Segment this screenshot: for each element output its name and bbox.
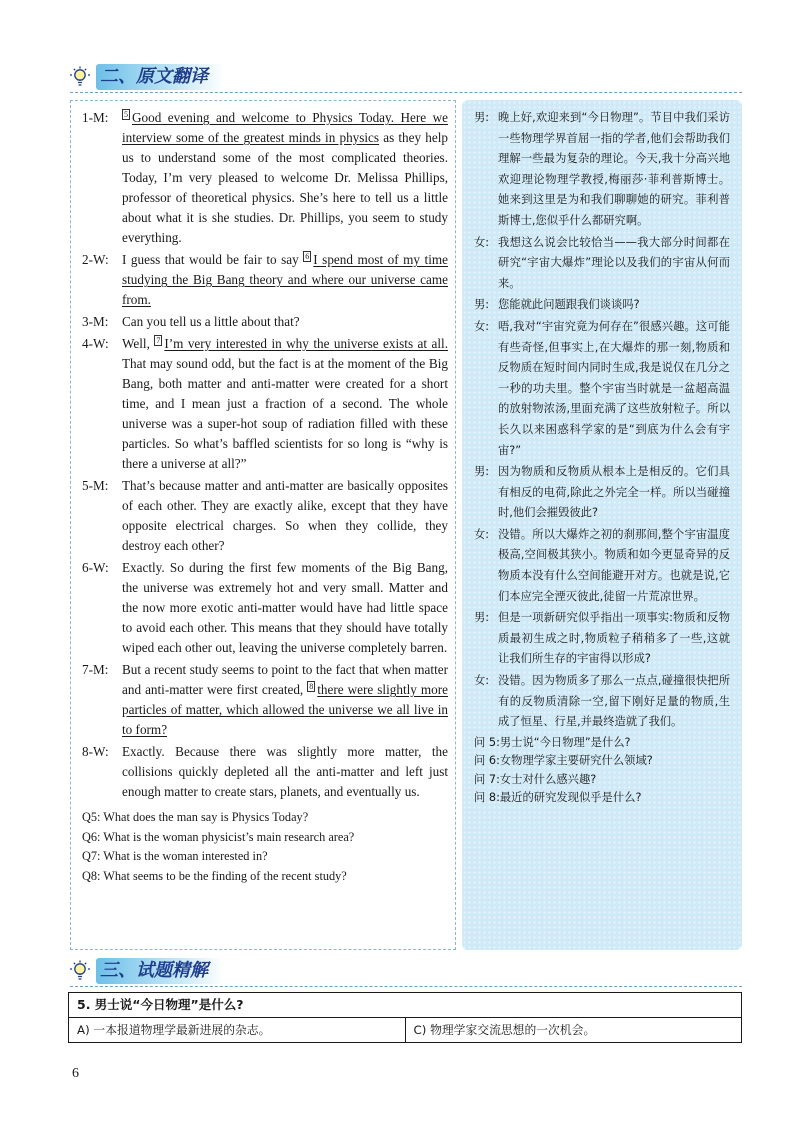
- utterance-text: Can you tell us a little about that?: [122, 314, 300, 329]
- utterance-text: I guess that would be fair to say: [122, 252, 304, 267]
- utterance-text: 因为物质和反物质从根本上是相反的。它们具有相反的电荷,除此之外完全一样。所以当碰撞时,他们会摧毁彼此?: [498, 465, 730, 520]
- chinese-translation: [474, 108, 730, 808]
- dialogue-line: [474, 317, 730, 461]
- dialogue-line: [82, 476, 448, 556]
- utterance: [122, 558, 448, 658]
- key-sentence: I spend most of my time studying the Big Bang theory and where our universe came from.: [122, 252, 448, 307]
- section-title: 三、试题精解: [96, 958, 224, 984]
- utterance-text: That may sound odd, but the fact is at the moment of the Big Bang, both matter and anti-matter were created for a short time, and I mean just a fraction of a second. The whole universe was a super-hot soup of radiation filled with these particles. So what’s baffled scientists for so long is “why is there a universe at all?”: [122, 356, 448, 471]
- question-marker: 8: [309, 682, 314, 691]
- utterance: [122, 334, 448, 474]
- utterance-text: 没错。所以大爆炸之初的刹那间,整个宇宙温度极高,空间极其狭小。物质和如今更显奇异的反物质本没有什么空间能避开对方。也就是说,它们本应完全湮灭彼此,徒留一片荒凉世界。: [498, 527, 730, 603]
- dialogue-line: [82, 108, 448, 248]
- utterance: [122, 742, 448, 802]
- question-item: Q5: What does the man say is Physics Today?: [82, 810, 309, 824]
- utterance: [122, 660, 448, 740]
- dialogue-line: [82, 250, 448, 310]
- utterance-text: as they help us to understand some of the most complicated theories. Today, I’m very pleased to welcome Dr. Melissa Phillips, professor of theoretical physics. She’s here to tell us a little about what it is she studies. Dr. Phillips, you seem to study everything.: [122, 130, 448, 245]
- question-item: Q8: What seems to be the finding of the recent study?: [82, 868, 347, 883]
- utterance-text: 但是一项新研究似乎指出一项事实:物质和反物质最初生成之时,物质粒子稍稍多了一些,这就让我们所生存的宇宙得以形成?: [498, 611, 730, 666]
- utterance-text: Exactly. So during the first few moments of the Big Bang, the universe was extremely hot and very small. Matter and the now more exotic anti-matter would have had little space to avoid each other. This means that they should have totally wiped each other out, leaving the universe completely barren.: [122, 560, 448, 655]
- speaker-label: 男:: [474, 298, 490, 312]
- dialogue-line: [82, 660, 448, 740]
- utterance-text: 晚上好,欢迎来到“今日物理”。节目中我们采访一些物理学界首屈一指的学者,他们会帮助我们理解一些最为复杂的理论。今天,我十分高兴地欢迎理论物理学教授,梅丽莎·菲利普斯博士。她来到这里是为和我们聊聊她的研究。菲利普斯博士,您似乎什么都研究啊。: [498, 111, 730, 227]
- key-sentence: Good evening and welcome to Physics Today. Here we interview some of the greatest minds in physics: [122, 110, 448, 145]
- page-number: 6: [72, 1066, 79, 1081]
- dialogue-line: [82, 312, 448, 332]
- utterance-text: 唔,我对“宇宙究竟为何存在”很感兴趣。这可能有些奇怪,但事实上,在大爆炸的那一刻,物质和反物质在短时间内同时生成,我是说仅在几分之一秒的功夫里。整个宇宙当时就是一盆超高温的放射物浓汤,里面充满了这些放射粒子。所以长久以来困惑科学家的是“到底为什么会有宇宙?”: [498, 319, 730, 457]
- question-marker: 5: [124, 110, 128, 119]
- section-header-analysis: [68, 956, 224, 986]
- utterance: [122, 312, 448, 332]
- utterance-text: That’s because matter and anti-matter are basically opposites of each other. They are exactly alike, except that they have opposite electrical charges. So when they collide, they destroy each other?: [122, 478, 448, 553]
- question-item: 问 5:男士说“今日物理”是什么?: [474, 735, 631, 749]
- dialogue-line: [474, 108, 730, 232]
- dialogue-line: [82, 558, 448, 658]
- speaker-label: 2-W:: [82, 252, 109, 267]
- question-list-en: [82, 808, 448, 886]
- utterance-text: 您能就此问题跟我们谈谈吗?: [498, 298, 640, 312]
- utterance-text: But a recent study seems to point to the fact that when matter and anti-matter were first created,: [122, 662, 448, 697]
- question-item: Q6: What is the woman physicist’s main research area?: [82, 829, 355, 844]
- section-title: 二、原文翻译: [96, 64, 224, 90]
- utterance: [122, 476, 448, 556]
- utterance-text: 没错。因为物质多了那么一点点,碰撞很快把所有的反物质清除一空,留下刚好足量的物质,生成了恒星、行星,并最终造就了我们。: [498, 674, 730, 729]
- question-item: 问 8:最近的研究发现似乎是什么?: [474, 791, 642, 805]
- key-sentence: there were slightly more particles of matter, which allowed the universe we all live in to form?: [122, 682, 448, 737]
- question-5-title: 5. 男士说“今日物理”是什么?: [69, 993, 741, 1018]
- question-item: Q7: What is the woman interested in?: [82, 849, 268, 863]
- question-marker: 7: [156, 336, 161, 345]
- speaker-label: 男:: [474, 465, 490, 479]
- option-c[interactable]: C) 物理学家交流思想的一次机会。: [405, 1018, 742, 1042]
- key-sentence: I’m very interested in why the universe exists at all.: [164, 336, 448, 351]
- utterance: [122, 108, 448, 248]
- speaker-label: 女:: [474, 527, 490, 541]
- lightbulb-icon: [68, 65, 92, 89]
- dialogue-line: [82, 334, 448, 474]
- divider: [70, 986, 742, 987]
- speaker-label: 女:: [474, 319, 490, 333]
- speaker-label: 5-M:: [82, 478, 109, 493]
- speaker-label: 男:: [474, 111, 490, 124]
- utterance: [122, 250, 448, 310]
- utterance-text: Well,: [122, 336, 155, 351]
- question-marker: 6: [305, 252, 310, 261]
- english-transcript: [82, 108, 448, 886]
- speaker-label: 女:: [474, 235, 490, 249]
- dialogue-line: [82, 742, 448, 802]
- utterance-text: 我想这么说会比较恰当——我大部分时间都在研究“宇宙大爆炸”理论以及我们的宇宙从何而来。: [498, 235, 730, 290]
- lightbulb-icon: [68, 959, 92, 983]
- dialogue-line: [474, 671, 730, 733]
- question-list-zh: [474, 734, 730, 808]
- speaker-label: 3-M:: [82, 314, 109, 329]
- dialogue-line: [474, 462, 730, 524]
- utterance-text: Exactly. Because there was slightly more matter, the collisions quickly depleted all the anti-matter and left just enough matter to create stars, planets, and eventually us.: [122, 744, 448, 799]
- question-item: 问 6:女物理学家主要研究什么领域?: [474, 754, 653, 768]
- option-a[interactable]: A) 一本报道物理学最新进展的杂志。: [77, 1023, 271, 1037]
- speaker-label: 8-W:: [82, 744, 109, 759]
- speaker-label: 4-W:: [82, 336, 109, 351]
- dialogue-line: [474, 295, 730, 316]
- question-5-table: [68, 992, 742, 1043]
- speaker-label: 女:: [474, 674, 490, 688]
- dialogue-line: [474, 525, 730, 607]
- dialogue-line: [474, 233, 730, 295]
- speaker-label: 男:: [474, 611, 490, 625]
- section-header-translation: [68, 62, 224, 92]
- speaker-label: 1-M:: [82, 110, 109, 125]
- divider: [70, 92, 742, 93]
- dialogue-line: [474, 608, 730, 670]
- speaker-label: 7-M:: [82, 662, 109, 677]
- question-item: 问 7:女士对什么感兴趣?: [474, 772, 597, 786]
- speaker-label: 6-W:: [82, 560, 109, 575]
